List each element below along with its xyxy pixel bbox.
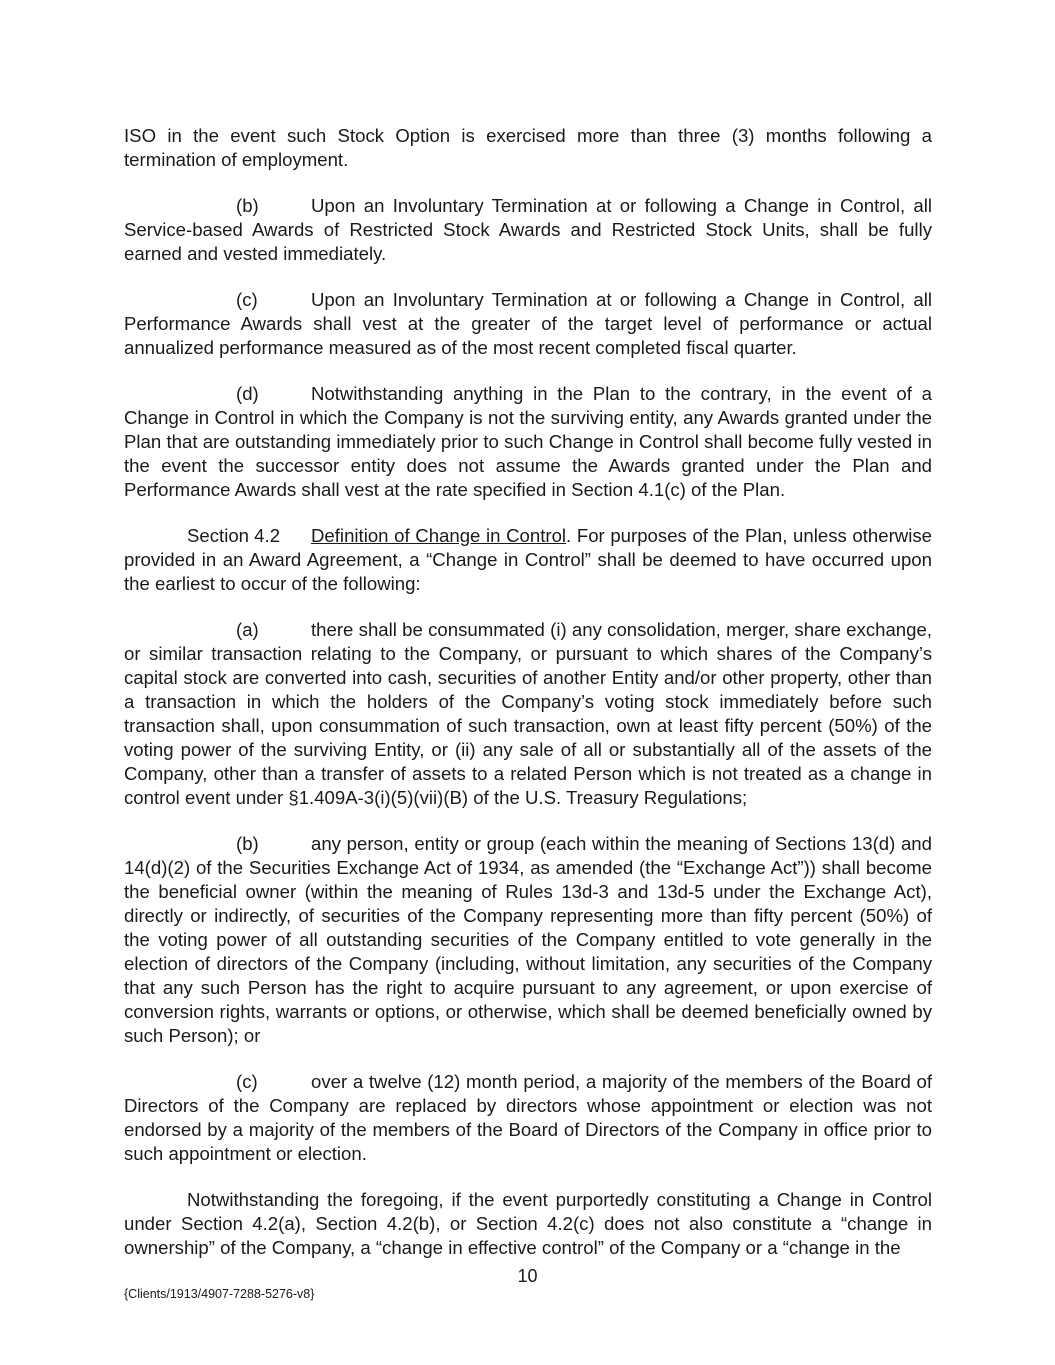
paragraph-label: (b) — [236, 833, 259, 854]
document-body — [124, 124, 932, 1282]
section-4-2-definition — [124, 524, 932, 596]
paragraph-label: (d) — [236, 383, 259, 404]
paragraph-text: any person, entity or group (each within the meaning of Sections 13(d) and 14(d)(2) of the Securities Exchange Act of 1934, as amended (the “Exchange Act”)) shall become the beneficial owner (within the meaning of Rules 13d-3 and 13d-5 under the Exchange Act), directly or indirectly, of securities of the Company representing more than fifty percent (50%) of the voting power of all outstanding securities of the Company entitled to vote generally in the election of directors of the Company (including, without limitation, any securities of the Company that any such Person has the right to acquire pursuant to any agreement, or upon exercise of conversion rights, warrants or options, or otherwise, which shall be deemed beneficially owned by such Person); or — [124, 833, 932, 1046]
paragraph-text: Notwithstanding anything in the Plan to the contrary, in the event of a Change in Control in which the Company is not the surviving entity, any Awards granted under the Plan that are outstanding immediately prior to such Change in Control shall become fully vested in the event the successor entity does not assume the Awards granted under the Plan and Performance Awards shall vest at the rate specified in Section 4.1(c) of the Plan. — [124, 383, 932, 500]
section-heading: Definition of Change in Control — [311, 525, 567, 546]
section-text: . For purposes of the Plan, unless otherwise provided in an Award Agreement, a “Change in Control” shall be deemed to have occurred upon the earliest to occur of the following: — [124, 525, 932, 594]
paragraph-c-involuntary-termination-performance-awards — [124, 288, 932, 360]
paragraph-4-2-b-beneficial-owner — [124, 832, 932, 1048]
paragraph-4-2-c-board-replacement — [124, 1070, 932, 1166]
paragraph-label: (c) — [236, 1071, 258, 1092]
paragraph-d-company-not-surviving — [124, 382, 932, 502]
paragraph-continuation: ISO in the event such Stock Option is exercised more than three (3) months following a termination of employment. — [124, 125, 932, 170]
paragraph-b-involuntary-termination-service-awards — [124, 194, 932, 266]
paragraph-text: there shall be consummated (i) any consolidation, merger, share exchange, or similar transaction relating to the Company, or pursuant to which shares of the Company’s capital stock are converted into cash, securities of another Entity and/or other property, other than a transaction in which the holders of the Company’s voting stock immediately before such transaction shall, upon consummation of such transaction, own at least fifty percent (50%) of the voting power of the surviving Entity, or (ii) any sale of all or substantially all of the assets of the Company, other than a transfer of assets to a related Person which is not treated as a change in control event under §1.409A-3(i)(5)(vii)(B) of the U.S. Treasury Regulations; — [124, 619, 932, 808]
section-number: Section 4.2 — [187, 525, 281, 546]
paragraph-text: Upon an Involuntary Termination at or following a Change in Control, all Performance Awards shall vest at the greater of the target level of performance or actual annualized performance measured as of the most recent completed fiscal quarter. — [124, 289, 932, 358]
page-number: 10 — [517, 1266, 538, 1286]
paragraph-notwithstanding: Notwithstanding the foregoing, if the event purportedly constituting a Change in Control under Section 4.2(a), Section 4.2(b), or Section 4.2(c) does not also constitute a “change in ownership” of the Company, a “change in effective control” of the Company or a “change in the — [124, 1189, 932, 1258]
paragraph-label: (b) — [236, 195, 259, 216]
document-id-footer: {Clients/1913/4907-7288-5276-v8} — [124, 1287, 315, 1301]
paragraph-label: (c) — [236, 289, 258, 310]
paragraph-text: Upon an Involuntary Termination at or following a Change in Control, all Service-based Awards of Restricted Stock Awards and Restricted Stock Units, shall be fully earned and vested immediately. — [124, 195, 932, 264]
paragraph-label: (a) — [236, 619, 259, 640]
paragraph-4-2-a-consolidation-merger — [124, 618, 932, 810]
paragraph-text: over a twelve (12) month period, a majority of the members of the Board of Directors of the Company are replaced by directors whose appointment or election was not endorsed by a majority of the members of the Board of Directors of the Company in office prior to such appointment or election. — [124, 1071, 932, 1164]
